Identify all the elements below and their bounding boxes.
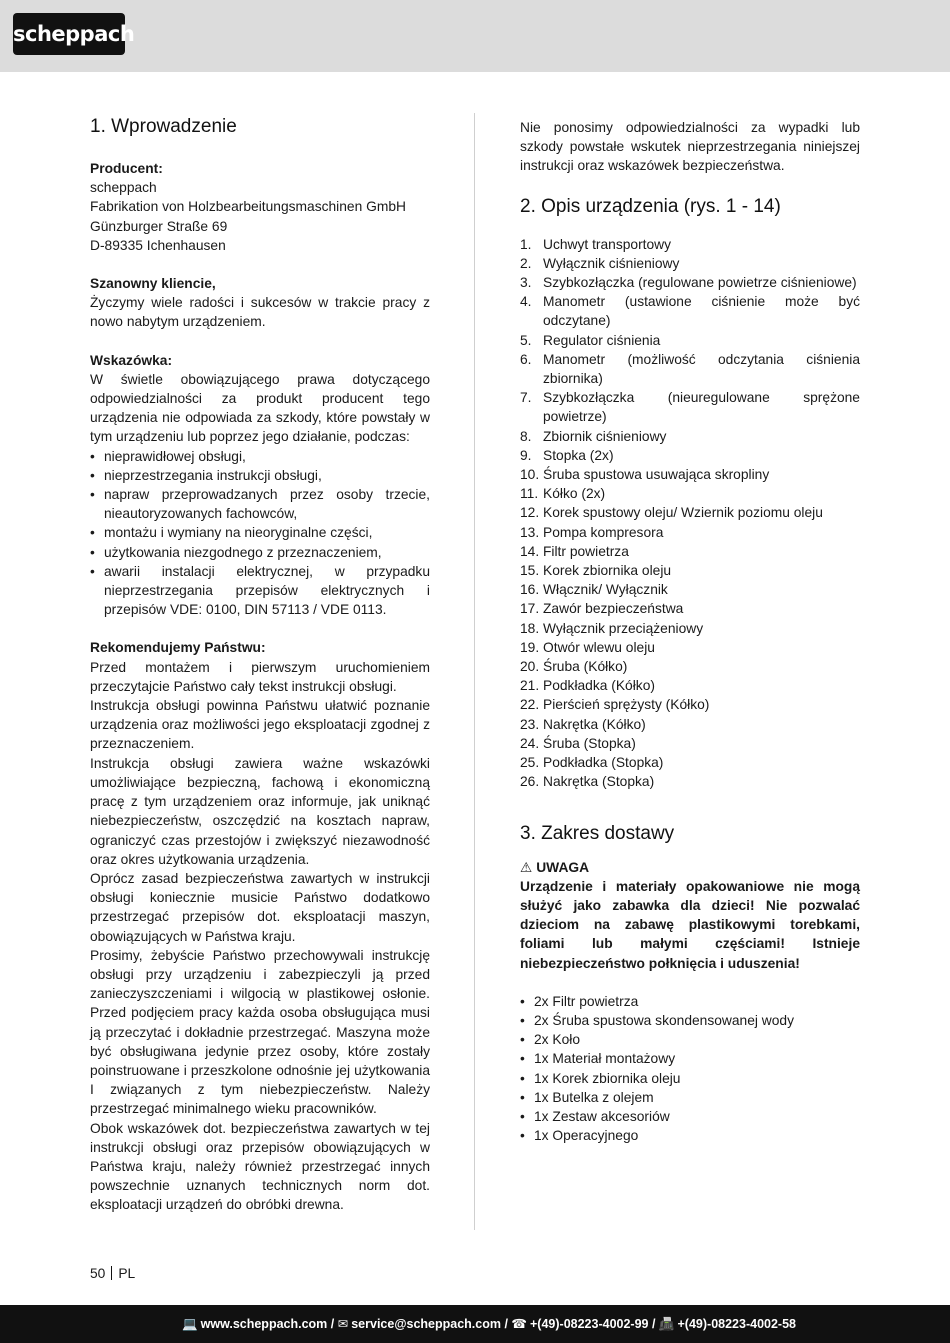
parts-list-item (520, 523, 860, 542)
computer-icon: 💻 (182, 1317, 198, 1331)
parts-list-item (520, 580, 860, 599)
footer-email[interactable]: service@scheppach.com / (351, 1317, 508, 1331)
part-number: 18. (520, 620, 540, 636)
warning-triangle-icon: ⚠ (520, 859, 533, 875)
part-label: Zawór bezpieczeństwa (543, 601, 684, 617)
liability-note: Nie ponosimy odpowiedzialności za wypadki lub szkody powstałe wskutek nieprzestrzegania niniejszej instrukcji oraz wskazówek bezpieczeństwa. (520, 120, 860, 174)
part-label: Śruba spustowa usuwająca skropliny (543, 467, 770, 483)
right-column (520, 118, 860, 1145)
list-item: • 1x Zestaw akcesoriów (520, 1107, 860, 1126)
part-number: 21. (520, 678, 540, 694)
part-label: Zbiornik ciśnieniowy (543, 428, 667, 444)
list-item: • użytkowania niezgodnego z przeznaczeniem, (90, 543, 430, 562)
part-label: Szybkozłączka (nieuregulowane sprężone powietrze) (543, 390, 860, 425)
parts-list-item (520, 676, 860, 695)
dear-label: Szanowny kliencie, (90, 276, 216, 292)
part-label: Regulator ciśnienia (543, 332, 661, 348)
parts-list-item (520, 331, 860, 350)
parts-list-item (520, 388, 860, 426)
recommendation-paragraph: Prosimy, żebyście Państwo przechowywali instrukcję obsługi przy urządzeniu i zabezpieczyli ją przed zanieczyszczeniami i wilgocią w plastikowej osłonie. Przed podjęciem pracy każda osoba obsługująca musi ją przeczytać i dokładnie przestrzegać. Maszyna może być obsługiwana jedynie przez osoby, które zostały poinstruowane i przeszkolone odnośnie jej użytkowania I związanych z tym niebezpieczeństw. Należy przestrzegać minimalnego wieku pracowników. (90, 947, 430, 1117)
page-separator (111, 1266, 112, 1280)
list-item: • 1x Korek zbiornika oleju (520, 1069, 860, 1088)
note-label: Wskazówka: (90, 352, 173, 368)
warning-heading (520, 858, 860, 877)
parts-list-item (520, 638, 860, 657)
part-number: 25. (520, 755, 540, 771)
part-number: 20. (520, 659, 540, 675)
parts-list-item (520, 465, 860, 484)
parts-list-item (520, 561, 860, 580)
list-item: • 2x Filtr powietrza (520, 992, 860, 1011)
left-column (90, 113, 430, 1215)
recommendation-label: Rekomendujemy Państwu: (90, 640, 266, 656)
page-number (90, 1264, 135, 1283)
list-item: • 1x Materiał montażowy (520, 1049, 860, 1068)
parts-list-item (520, 503, 860, 522)
part-label: Manometr (ustawione ciśnienie może być odczytane) (543, 294, 860, 329)
parts-list-item (520, 619, 860, 638)
list-item: • nieprzestrzegania instrukcji obsługi, (90, 466, 430, 485)
part-label: Pompa kompresora (543, 524, 664, 540)
list-item: • nieprawidłowej obsługi, (90, 447, 430, 466)
part-label: Nakrętka (Stopka) (543, 774, 655, 790)
recommendation-paragraph: Instrukcja obsługi zawiera ważne wskazówki umożliwiające bezpieczną, fachową i ekonomiczną pracę z tym urządzeniem oraz informuje, jak uniknąć niebezpieczeństw, oszczędzić na kosztach napraw, ograniczyć czas przestojów i zwiększyć niezawodność oraz okres użytkowania urządzenia. (90, 755, 430, 867)
part-label: Filtr powietrza (543, 543, 629, 559)
parts-list (520, 235, 860, 792)
part-label: Śruba (Stopka) (543, 735, 636, 751)
part-label: Podkładka (Stopka) (543, 755, 664, 771)
page-header (0, 0, 950, 72)
brand-logo: scheppach (13, 13, 125, 55)
parts-list-item (520, 254, 860, 273)
page-footer (0, 1305, 950, 1343)
part-number: 23. (520, 716, 540, 732)
parts-list-item (520, 753, 860, 772)
list-item: • 1x Butelka z olejem (520, 1088, 860, 1107)
part-number: 13. (520, 524, 540, 540)
page-language: PL (118, 1266, 136, 1281)
part-number: 12. (520, 505, 540, 521)
list-item: • napraw przeprowadzanych przez osoby trzecie, nieautoryzowanych fachowców, (90, 485, 430, 523)
part-number: 10. (520, 467, 540, 483)
note-list (90, 447, 430, 620)
parts-list-item (520, 734, 860, 753)
part-label: Szybkozłączka (regulowane powietrze ciśnieniowe) (543, 275, 857, 291)
producer-line: Fabrikation von Holzbearbeitungsmaschinen GmbH (90, 199, 406, 215)
list-item: • 1x Operacyjnego (520, 1126, 860, 1145)
section-3-title: 3. Zakres dostawy (520, 822, 675, 844)
parts-list-item (520, 715, 860, 734)
part-label: Stopka (2x) (543, 447, 614, 463)
part-number: 26. (520, 774, 540, 790)
parts-list-item (520, 292, 860, 330)
part-number: 19. (520, 639, 540, 655)
column-divider (474, 113, 475, 1230)
part-number: 8. (520, 428, 532, 444)
part-number: 2. (520, 255, 532, 271)
part-number: 22. (520, 697, 540, 713)
recommendation-paragraph: Obok wskazówek dot. bezpieczeństwa zawartych w tej instrukcji obsługi oraz przepisów obowiązujących w Państwa kraju, należy również przestrzegać innych powszechnie uznanych technicznych norm dot. eksploatacji urządzeń do obróbki drewna. (90, 1120, 430, 1213)
parts-list-item (520, 657, 860, 676)
part-number: 6. (520, 351, 532, 367)
parts-list-item (520, 542, 860, 561)
note-text: W świetle obowiązującego prawa dotyczącego odpowiedzialności za produkt producent tego urządzenia nie odpowiada za szkody, które powstały w tym urządzeniu lub poprzez jego działanie, podczas: (90, 371, 430, 445)
recommendation-paragraph: Instrukcja obsługi powinna Państwu ułatwić poznanie urządzenia oraz możliwości jego eksploatacji zgodnej z przeznaczeniem. (90, 698, 430, 752)
footer-fax: +(49)-08223-4002-58 (677, 1317, 796, 1331)
parts-list-item (520, 273, 860, 292)
part-label: Uchwyt transportowy (543, 236, 672, 252)
part-number: 15. (520, 563, 540, 579)
email-icon: ✉ (337, 1317, 349, 1331)
part-label: Śruba (Kółko) (543, 659, 628, 675)
part-number: 9. (520, 447, 532, 463)
footer-website[interactable]: www.scheppach.com / (200, 1317, 335, 1331)
parts-list-item (520, 772, 860, 791)
parts-list-item (520, 446, 860, 465)
part-label: Wyłącznik ciśnieniowy (543, 255, 680, 271)
part-label: Nakrętka (Kółko) (543, 716, 646, 732)
delivery-list (520, 992, 860, 1146)
part-number: 7. (520, 390, 532, 406)
phone-icon: ☎ (511, 1317, 527, 1331)
part-number: 16. (520, 582, 540, 598)
list-item: • awarii instalacji elektrycznej, w przypadku nieprzestrzegania przepisów elektrycznych i przepisów VDE: 0100, DIN 57113 / VDE 0113. (90, 562, 430, 620)
part-label: Pierścień sprężysty (Kółko) (543, 697, 710, 713)
warning-label: UWAGA (536, 859, 590, 875)
section-2-title: 2. Opis urządzenia (rys. 1 - 14) (520, 195, 781, 217)
section-1-title: 1. Wprowadzenie (90, 116, 237, 137)
part-label: Włącznik/ Wyłącznik (543, 582, 668, 598)
list-item: • 2x Śruba spustowa skondensowanej wody (520, 1011, 860, 1030)
part-label: Kółko (2x) (543, 486, 606, 502)
part-number: 5. (520, 332, 532, 348)
footer-phone: +(49)-08223-4002-99 / (530, 1317, 656, 1331)
part-label: Manometr (możliwość odczytania ciśnienia zbiornika) (543, 351, 860, 387)
list-item: • 2x Koło (520, 1030, 860, 1049)
part-number: 11. (520, 486, 539, 502)
list-item: • montażu i wymiany na nieoryginalne części, (90, 523, 430, 542)
recommendation-paragraph: Oprócz zasad bezpieczeństwa zawartych w instrukcji obsługi koniecznie musicie Państwo dodatkowo przestrzegać przepisów dot. eksploatacji maszyn, obowiązujących w Państwa kraju. (90, 870, 430, 944)
recommendation-paragraph: Przed montażem i pierwszym uruchomieniem przeczytajcie Państwo cały tekst instrukcji obsługi. (90, 659, 430, 694)
page-number-value: 50 (90, 1266, 106, 1281)
parts-list-item (520, 235, 860, 254)
part-label: Korek spustowy oleju/ Wziernik poziomu oleju (543, 505, 823, 521)
part-label: Podkładka (Kółko) (543, 678, 655, 694)
part-number: 3. (520, 275, 532, 291)
producer-line: D-89335 Ichenhausen (90, 237, 226, 253)
producer-label: Producent: (90, 161, 163, 176)
part-number: 1. (520, 236, 532, 252)
part-label: Wyłącznik przeciążeniowy (543, 620, 704, 636)
fax-icon: 📠 (658, 1317, 675, 1331)
parts-list-item (520, 427, 860, 446)
producer-line: Günzburger Straße 69 (90, 218, 228, 234)
parts-list-item (520, 599, 860, 618)
part-number: 14. (520, 543, 540, 559)
part-number: 24. (520, 735, 540, 751)
part-label: Otwór wlewu oleju (543, 639, 655, 655)
part-number: 4. (520, 294, 532, 310)
parts-list-item (520, 695, 860, 714)
parts-list-item (520, 350, 860, 388)
warning-text: Urządzenie i materiały opakowaniowe nie mogą służyć jako zabawka dla dzieci! Nie pozwalać dzieciom na zabawę plastikowymi torebkami, foliami lub małymi częściami! Istnieje niebezpieczeństwo połknięcia i uduszenia! (520, 878, 860, 971)
parts-list-item (520, 484, 860, 503)
dear-text: Życzymy wiele radości i sukcesów w trakcie pracy z nowo nabytym urządzeniem. (90, 295, 430, 330)
part-number: 17. (520, 601, 540, 617)
part-label: Korek zbiornika oleju (543, 563, 672, 579)
producer-line: scheppach (90, 180, 157, 196)
